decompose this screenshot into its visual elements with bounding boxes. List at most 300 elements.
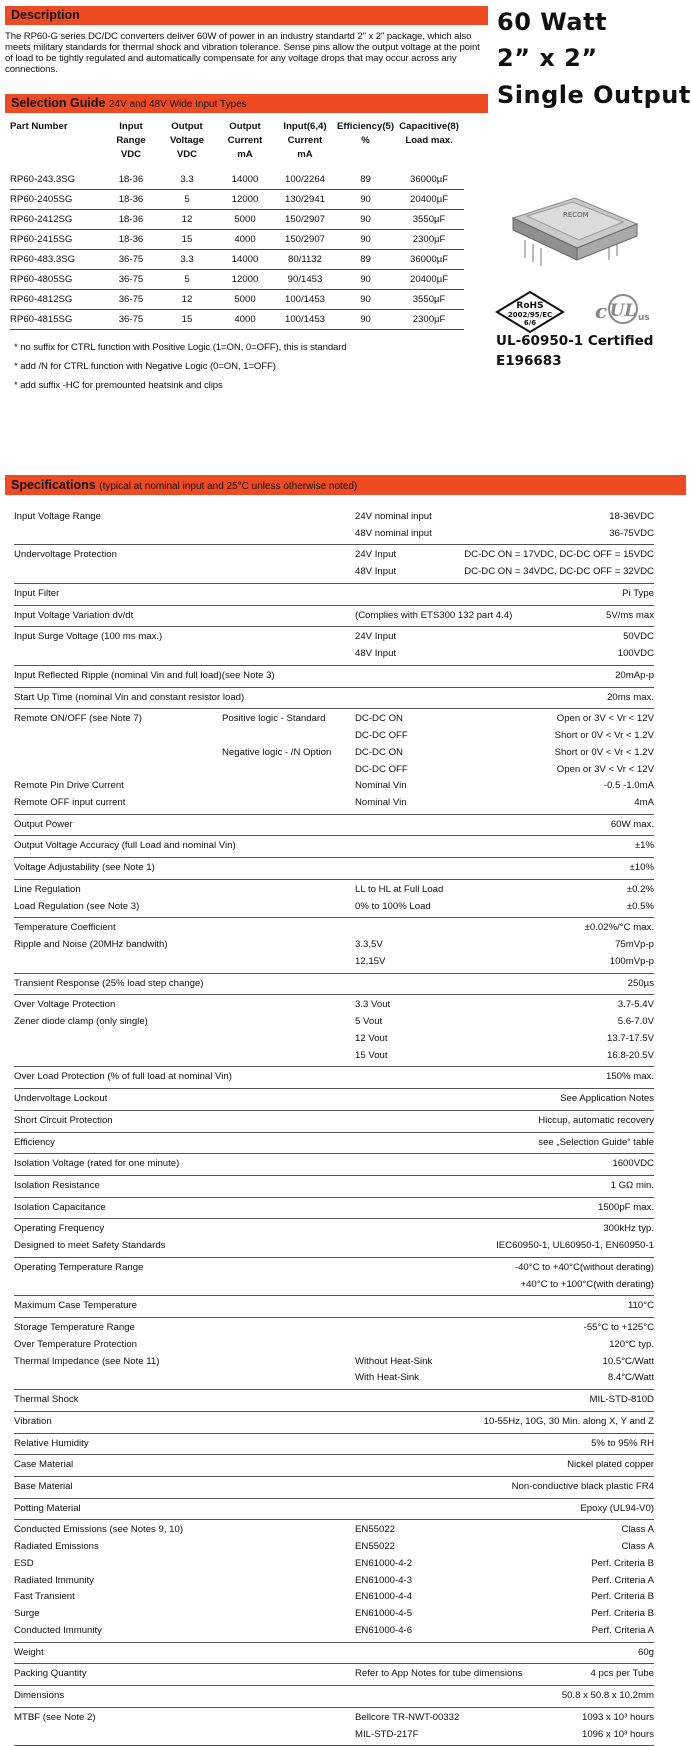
spec-line [14,1031,654,1048]
spec-parameter: Dimensions [14,1690,65,1702]
spec-parameter: Isolation Voltage (rated for one minute) [14,1158,180,1170]
spec-line [14,1539,654,1556]
selection-cell: 80/1132 [273,250,337,270]
selection-row [10,170,464,190]
spec-condition: Without Heat-Sink [355,1355,433,1367]
spec-parameter: Isolation Resistance [14,1179,100,1191]
description-header [5,6,488,25]
selection-cell: 89 [337,250,394,270]
spec-parameter: Remote Pin Drive Current [14,780,124,792]
spec-line [14,1436,654,1453]
selection-cell: 100/1453 [273,290,337,310]
spec-condition: Nominal Vin [355,780,407,792]
spec-parameter: Remote ON/OFF (see Note 7) [14,713,142,725]
spec-condition: 24V Input [355,631,397,643]
specifications-table [14,507,654,1746]
spec-condition: DC-DC ON [355,746,403,758]
spec-value: -0.5 -1.0mA [603,780,654,792]
selection-cell: 20400µF [394,190,464,210]
spec-line [14,1337,654,1354]
selection-cell: 2300µF [394,310,464,330]
selection-cell: RP60-4805SG [10,270,105,290]
selection-cell: 3550µF [394,290,464,310]
selection-cell: 3.3 [157,170,217,190]
spec-line [14,762,654,779]
spec-parameter: MTBF (see Note 2) [14,1711,96,1723]
spec-parameter: Input Surge Voltage (100 ms max.) [14,631,163,643]
spec-line [14,564,654,581]
spec-parameter: Ripple and Noise (20MHz bandwith) [14,939,168,951]
selection-cell: 90 [337,290,394,310]
spec-parameter: Efficiency [14,1136,55,1148]
spec-line [14,1048,654,1065]
specifications-header [5,475,686,495]
spec-condition: EN61000-4-6 [355,1624,413,1636]
selection-cell: 36-75 [105,290,157,310]
svg-text:6/6: 6/6 [523,319,537,327]
selection-cell: 150/2907 [273,210,337,230]
spec-line [14,1457,654,1474]
spec-line [14,860,654,877]
selection-cell: 5 [157,270,217,290]
spec-value: 60W max. [610,818,654,830]
spec-value: 300kHz typ. [603,1223,654,1235]
spec-parameter: Temperature Coefficient [14,922,116,934]
col-header-output-voltage: Output Voltage VDC [170,121,204,160]
spec-group [14,507,654,545]
spec-condition: 48V Input [355,566,397,578]
selection-cell: 36000µF [394,170,464,190]
spec-line [14,1710,654,1727]
spec-value: 8.4°C/Watt [607,1372,654,1384]
spec-line [14,547,654,564]
spec-line [14,1298,654,1315]
spec-condition: DC-DC OFF [355,763,408,775]
spec-value: Open or 3V < Vr < 12V [556,713,654,725]
spec-value: 100mVp-p [609,955,654,967]
spec-value: 60g [637,1646,654,1658]
spec-parameter: Fast Transient [14,1591,75,1603]
spec-group [14,709,654,814]
spec-value: 36-75VDC [609,527,654,539]
selection-cell: 90 [337,270,394,290]
spec-condition: 15 Vout [355,1049,388,1061]
spec-parameter: Start Up Time (nominal Vin and constant resistor load) [14,691,245,703]
col-header-efficiency: Efficiency(5) % [337,121,395,146]
spec-condition: 12,15V [355,955,386,967]
spec-group [14,1133,654,1155]
ul-certification: UL-60950-1 Certified [496,333,654,349]
spec-group [14,1089,654,1111]
spec-parameter: Operating Frequency [14,1223,105,1235]
spec-value: 100VDC [617,648,654,660]
spec-condition: (Complies with ETS300 132 part 4.4) [355,609,513,621]
spec-line [14,1320,654,1337]
selection-cell: 36-75 [105,310,157,330]
spec-parameter: Transient Response (25% load step change) [14,977,204,989]
spec-value: DC-DC ON = 17VDC, DC-DC OFF = 15VDC [464,549,654,561]
spec-line [14,838,654,855]
spec-line [14,1370,654,1387]
spec-parameter: Operating Temperature Range [14,1261,144,1273]
spec-line [14,882,654,899]
spec-condition: EN61000-4-4 [355,1591,413,1603]
spec-parameter: Potting Material [14,1502,81,1514]
spec-group [14,1390,654,1412]
spec-line [14,1414,654,1431]
col-header-capacitive-load: Capacitive(8) Load max. [399,121,459,146]
spec-parameter: Load Regulation (see Note 3) [14,900,140,912]
selection-cell: 18-36 [105,210,157,230]
selection-row [10,250,464,270]
spec-parameter: Isolation Capacitance [14,1201,106,1213]
spec-line [14,1556,654,1573]
selection-cell: RP60-4812SG [10,290,105,310]
spec-condition: Refer to App Notes for tube dimensions [355,1668,523,1680]
spec-line [14,937,654,954]
description-body: The RP60-G series DC/DC converters deliver 60W of power in an industry standartd 2" x 2" package, which also meets military standards for thermal shock and vibration tolerance. Sense pins allow the output voltage at the point of load to be tightly regulated and automatically compensate for any voltage drops that may occur across any connections. [5,31,480,75]
selection-cell: 130/2941 [273,190,337,210]
description-heading: Description [11,8,80,22]
spec-group [14,1176,654,1198]
spec-value: 1096 x 10³ hours [582,1728,654,1740]
spec-line [14,1666,654,1683]
spec-line [14,1091,654,1108]
selection-note: * add suffix -HC for premounted heatsink and clips [14,380,223,391]
spec-value: -40°C to +40°C(without derating) [514,1261,654,1273]
spec-value: 16.8-20.5V [607,1049,654,1061]
spec-option: Positive logic - Standard [222,713,326,725]
spec-line [14,608,654,625]
spec-value: see „Selection Guide“ table [538,1136,654,1148]
spec-value: 3.7-5.4V [617,999,654,1011]
spec-group [14,1067,654,1089]
product-image [505,188,645,273]
spec-value: 1093 x 10³ hours [582,1711,654,1723]
spec-line [14,1277,654,1294]
spec-group [14,606,654,628]
spec-value: Open or 3V < Vr < 12V [556,763,654,775]
selection-cell: 5 [157,190,217,210]
spec-parameter: Zener diode clamp (only single) [14,1016,148,1028]
spec-line [14,668,654,685]
spec-parameter: Thermal Shock [14,1394,79,1406]
svg-text:c: c [595,299,608,323]
spec-group [14,1412,654,1434]
spec-group [14,880,654,918]
spec-line [14,976,654,993]
spec-value: 75mVp-p [615,939,654,951]
spec-line [14,1200,654,1217]
spec-value: 18-36VDC [609,511,654,522]
col-header-part-number: Part Number [10,121,68,132]
selection-row [10,270,464,290]
spec-group [14,1154,654,1176]
spec-group [14,1643,654,1665]
svg-text:2002/95/EC: 2002/95/EC [507,311,553,319]
spec-value: ±10% [629,862,654,874]
selection-cell: 18-36 [105,170,157,190]
spec-line [14,954,654,971]
spec-parameter: Designed to meet Safety Standards [14,1240,166,1252]
spec-line [14,646,654,663]
selection-cell: 18-36 [105,190,157,210]
spec-value: 110°C [627,1300,654,1312]
spec-line [14,920,654,937]
spec-parameter: Input Voltage Range [14,511,101,522]
spec-condition: 48V Input [355,648,397,660]
selection-cell: 90 [337,230,394,250]
spec-condition: 48V nominal input [355,527,432,539]
spec-group [14,627,654,665]
col-header-input-range: Input Range VDC [116,121,146,160]
spec-value: 10.5°C/Watt [602,1355,654,1367]
selection-row [10,190,464,210]
spec-value: ±0.5% [626,900,654,912]
spec-group [14,1499,654,1521]
spec-condition: DC-DC OFF [355,730,408,742]
spec-value: 50VDC [623,631,654,643]
spec-value: Nickel plated copper [567,1459,654,1471]
spec-parameter: Thermal Impedance (see Note 11) [14,1355,160,1367]
spec-line [14,745,654,762]
svg-text:RoHS: RoHS [516,301,544,311]
spec-group [14,918,654,973]
spec-value: 13.7-17.5V [607,1032,654,1044]
spec-group [14,1455,654,1477]
spec-group [14,666,654,688]
selection-table-body [10,170,464,330]
spec-value: Hiccup, automatic recovery [538,1114,654,1126]
spec-value: ±1% [634,840,654,852]
svg-text:UL: UL [609,301,637,321]
spec-parameter: Over Temperature Protection [14,1338,137,1350]
spec-value: 5.6-7.0V [617,1016,654,1028]
spec-parameter: Undervoltage Lockout [14,1093,108,1105]
spec-value: +40°C to +100°C(with derating) [520,1278,654,1290]
spec-value: 4 pcs per Tube [590,1668,654,1680]
spec-group [14,836,654,858]
spec-parameter: Undervoltage Protection [14,549,117,561]
spec-value: See Application Notes [560,1093,654,1105]
selection-cell: 18-36 [105,230,157,250]
spec-line [14,778,654,795]
selection-cell: 15 [157,310,217,330]
spec-condition: MIL-STD-217F [355,1728,419,1740]
spec-parameter: Case Material [14,1459,74,1471]
spec-value: 120°C typ. [609,1338,654,1350]
selection-cell: 15 [157,230,217,250]
spec-line [14,1623,654,1640]
spec-group [14,1686,654,1708]
selection-row [10,230,464,250]
spec-parameter: Storage Temperature Range [14,1322,135,1334]
spec-line [14,1589,654,1606]
spec-value: 10-55Hz, 10G, 30 Min. along X, Y and Z [483,1415,654,1427]
spec-line [14,1014,654,1031]
spec-condition: 24V Input [355,549,397,561]
spec-condition: EN61000-4-2 [355,1557,413,1569]
spec-value: 20ms max. [607,691,654,703]
selection-cell: RP60-483.3SG [10,250,105,270]
spec-group [14,1111,654,1133]
selection-cell: 90 [337,190,394,210]
selection-cell: RP60-243.3SG [10,170,105,190]
spec-line [14,795,654,812]
selection-cell: 100/1453 [273,310,337,330]
selection-cell: 90 [337,210,394,230]
spec-value: Class A [621,1524,654,1536]
ul-file-number: E196683 [496,353,562,369]
svg-text:us: us [638,313,650,323]
spec-parameter: Maximum Case Temperature [14,1300,137,1312]
selection-header-row [10,120,464,170]
selection-cell: 5000 [217,290,273,310]
spec-parameter: Over Voltage Protection [14,999,116,1011]
selection-cell: 5000 [217,210,273,230]
spec-value: 1600VDC [612,1158,654,1170]
spec-parameter: Surge [14,1608,40,1620]
spec-condition: Bellcore TR-NWT-00332 [355,1711,460,1723]
selection-cell: 36-75 [105,270,157,290]
spec-value: ±0.02%/°C max. [584,922,654,934]
specifications-heading: Specifications [11,478,96,492]
spec-line [14,1479,654,1496]
spec-line [14,1522,654,1539]
selection-cell: 12 [157,210,217,230]
spec-condition: 3.3,5V [355,939,383,951]
spec-parameter: Output Power [14,818,73,830]
spec-group [14,974,654,996]
spec-value: Pi Type [622,587,654,599]
selection-row [10,290,464,310]
selection-cell: 20400µF [394,270,464,290]
spec-parameter: Over Load Protection (% of full load at nominal Vin) [14,1071,232,1083]
spec-group [14,688,654,710]
selection-table [10,120,464,330]
spec-condition: With Heat-Sink [355,1372,419,1384]
spec-line [14,509,654,526]
spec-group [14,1296,654,1318]
spec-value: 20mAp-p [615,669,654,681]
spec-value: MIL-STD-810D [589,1394,654,1406]
spec-parameter: Relative Humidity [14,1437,89,1449]
spec-value: Non-conductive black plastic FR4 [511,1480,654,1492]
spec-group [14,1258,654,1296]
spec-parameter: Conducted Immunity [14,1624,102,1636]
selection-cell: RP60-2405SG [10,190,105,210]
spec-line [14,1238,654,1255]
spec-value: 1 GΩ min. [610,1179,654,1191]
spec-value: Perf. Criteria A [591,1624,654,1636]
spec-condition: Nominal Vin [355,797,407,809]
spec-value: Perf. Criteria B [591,1591,654,1603]
spec-group [14,1198,654,1220]
product-label: RECOM [563,211,589,219]
spec-parameter: ESD [14,1557,34,1569]
spec-line [14,629,654,646]
selection-guide-heading: Selection Guide [11,96,106,110]
selection-guide-header [5,94,488,113]
selection-cell: RP60-2412SG [10,210,105,230]
spec-condition: 0% to 100% Load [355,900,431,912]
selection-cell: 12000 [217,190,273,210]
specifications-subheading: (typical at nominal input and 25°C unless otherwise noted) [99,481,358,492]
spec-value: Short or 0V < Vr < 1.2V [554,730,654,742]
spec-line [14,1113,654,1130]
spec-group [14,545,654,583]
spec-condition: LL to HL at Full Load [355,883,444,895]
spec-line [14,1156,654,1173]
spec-group [14,1664,654,1686]
spec-line [14,526,654,543]
spec-line [14,711,654,728]
spec-parameter: Packing Quantity [14,1668,87,1680]
spec-condition: EN61000-4-5 [355,1608,413,1620]
spec-condition: DC-DC ON [355,713,403,725]
spec-value: Perf. Criteria B [591,1608,654,1620]
selection-cell: 12 [157,290,217,310]
selection-guide-subheading: 24V and 48V Wide Input Types [108,99,247,110]
selection-cell: 36000µF [394,250,464,270]
spec-parameter: Input Voltage Variation dv/dt [14,609,134,621]
spec-line [14,1688,654,1705]
spec-parameter: Short Circuit Protection [14,1114,113,1126]
spec-line [14,1573,654,1590]
spec-value: 250µs [627,977,654,989]
spec-condition: EN61000-4-3 [355,1574,413,1586]
spec-line [14,586,654,603]
spec-line [14,1178,654,1195]
selection-cell: 100/2264 [273,170,337,190]
selection-cell: 90 [337,310,394,330]
selection-cell: 2300µF [394,230,464,250]
selection-cell: 90/1453 [273,270,337,290]
spec-parameter: Radiated Emissions [14,1541,99,1553]
spec-group [14,584,654,606]
spec-group [14,1520,654,1642]
spec-value: -55°C to +125°C [583,1322,654,1334]
selection-row [10,310,464,330]
spec-condition: EN55022 [355,1524,396,1536]
selection-cell: RP60-2415SG [10,230,105,250]
spec-value: ±0.2% [626,883,654,895]
spec-line [14,1069,654,1086]
spec-parameter: Vibration [14,1415,52,1427]
spec-value: Short or 0V < Vr < 1.2V [554,746,654,758]
spec-parameter: Base Material [14,1480,73,1492]
spec-parameter: Input Filter [14,587,60,599]
spec-line [14,690,654,707]
selection-cell: 14000 [217,250,273,270]
spec-condition: 5 Vout [355,1016,383,1028]
spec-line [14,1645,654,1662]
spec-group [14,858,654,880]
spec-line [14,1354,654,1371]
col-header-output-current: Output Current mA [227,121,263,160]
spec-value: Epoxy (UL94-V0) [580,1502,654,1514]
spec-value: 5V/ms max [606,609,654,621]
spec-option: Negative logic - /N Option [222,746,332,758]
spec-line [14,1727,654,1744]
spec-group [14,1708,654,1746]
spec-value: 150% max. [606,1071,654,1083]
selection-notes [14,338,484,395]
spec-value: 50.8 x 50.8 x 10.2mm [561,1690,654,1702]
spec-parameter: Weight [14,1646,44,1658]
selection-row [10,210,464,230]
spec-line [14,899,654,916]
